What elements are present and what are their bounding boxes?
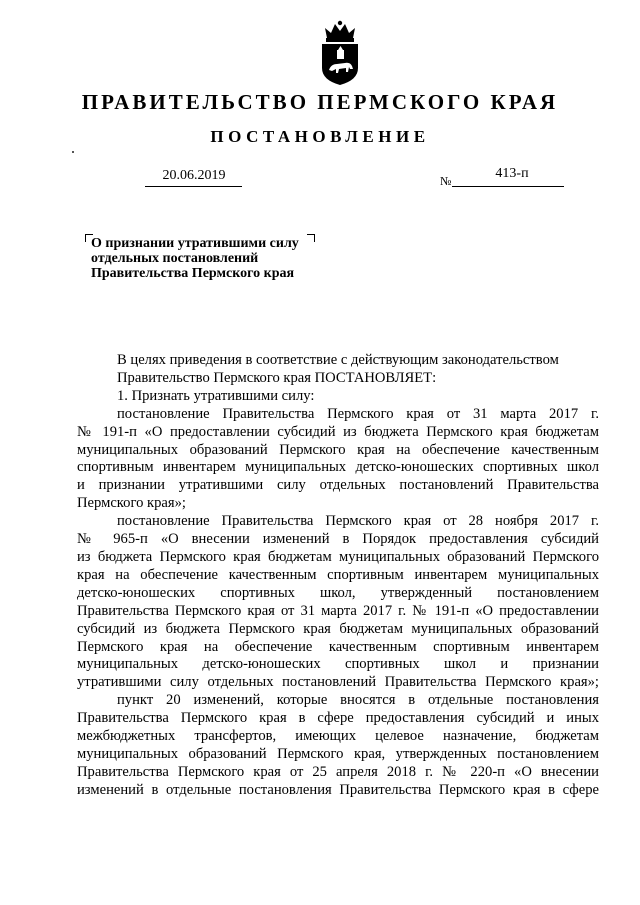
- body-line: субсидий из бюджета Пермского края бюджетам муниципальных образований: [77, 620, 599, 637]
- body-line: Правительство Пермского края ПОСТАНОВЛЯЕТ:: [117, 369, 437, 386]
- body-line: Пермского края»;: [77, 495, 186, 512]
- body-line: муниципальных образований Пермского края, утвержденных постановлением: [77, 745, 599, 762]
- subject-line: О признании утратившими силу: [91, 236, 299, 251]
- body-line: межбюджетных трансфертов, имеющих целевое назначение, бюджетам: [77, 728, 599, 745]
- document-date: 20.06.2019: [162, 168, 226, 183]
- body-line: Правительства Пермского края от 25 апреля 2018 г. № 220-п «О внесении: [77, 763, 599, 780]
- body-line: 1. Признать утратившими силу:: [117, 387, 315, 404]
- body-line: постановление Правительства Пермского края от 28 ноября 2017 г.: [117, 513, 599, 530]
- document-body: [77, 352, 599, 800]
- perm-krai-coat-of-arms-icon: [319, 20, 361, 86]
- body-line: муниципальных образований Пермского края на обеспечение качественным: [77, 441, 599, 458]
- document-number: 413-п: [495, 166, 529, 181]
- body-line: края на обеспечение качественным спортивным инвентарем муниципальных: [77, 566, 599, 583]
- scan-speck: [72, 151, 74, 153]
- government-title: ПРАВИТЕЛЬСТВО ПЕРМСКОГО КРАЯ: [81, 90, 559, 114]
- subject-line: Правительства Пермского края: [91, 266, 295, 281]
- body-line: № 965-п «О внесении изменений в Порядок предоставления субсидий: [77, 531, 599, 548]
- body-line: из бюджета Пермского края бюджетам муниципальных образований Пермского: [77, 548, 599, 565]
- number-sign: №: [440, 174, 452, 188]
- body-line: и признании утратившими силу отдельных постановлений Правительства: [77, 477, 599, 494]
- document-subject: [91, 236, 331, 281]
- body-line: спортивным инвентарем муниципальных детско-юношеских спортивных школ: [77, 459, 599, 476]
- date-underline: [145, 186, 242, 187]
- body-line: пункт 20 изменений, которые вносятся в отдельные постановления: [117, 692, 599, 709]
- body-line: Правительства Пермского края в сфере предоставления субсидий и иных: [77, 710, 599, 727]
- body-line: Правительства Пермского края от 31 марта 2017 г. № 191-п «О предоставлении: [77, 602, 599, 619]
- body-line: № 191-п «О предоставлении субсидий из бюджета Пермского края бюджетам: [77, 423, 599, 440]
- body-line: детско-юношеских спортивных школ, утвержденный постановлением: [77, 584, 599, 601]
- body-line: Пермского края на обеспечение качественным спортивным инвентарем: [77, 638, 599, 655]
- body-line: постановление Правительства Пермского края от 31 марта 2017 г.: [117, 405, 599, 422]
- subject-line: отдельных постановлений: [91, 251, 259, 266]
- body-line: муниципальных детско-юношеских спортивных школ и признании: [77, 656, 599, 673]
- number-underline: [452, 186, 564, 187]
- document-type: ПОСТАНОВЛЕНИЕ: [210, 127, 430, 146]
- body-line: изменений в отдельные постановления Правительства Пермского края в сфере: [77, 781, 599, 798]
- body-line: утратившими силу отдельных постановлений Правительства Пермского края»;: [77, 674, 599, 691]
- body-line: В целях приведения в соответствие с действующим законодательством: [117, 352, 559, 368]
